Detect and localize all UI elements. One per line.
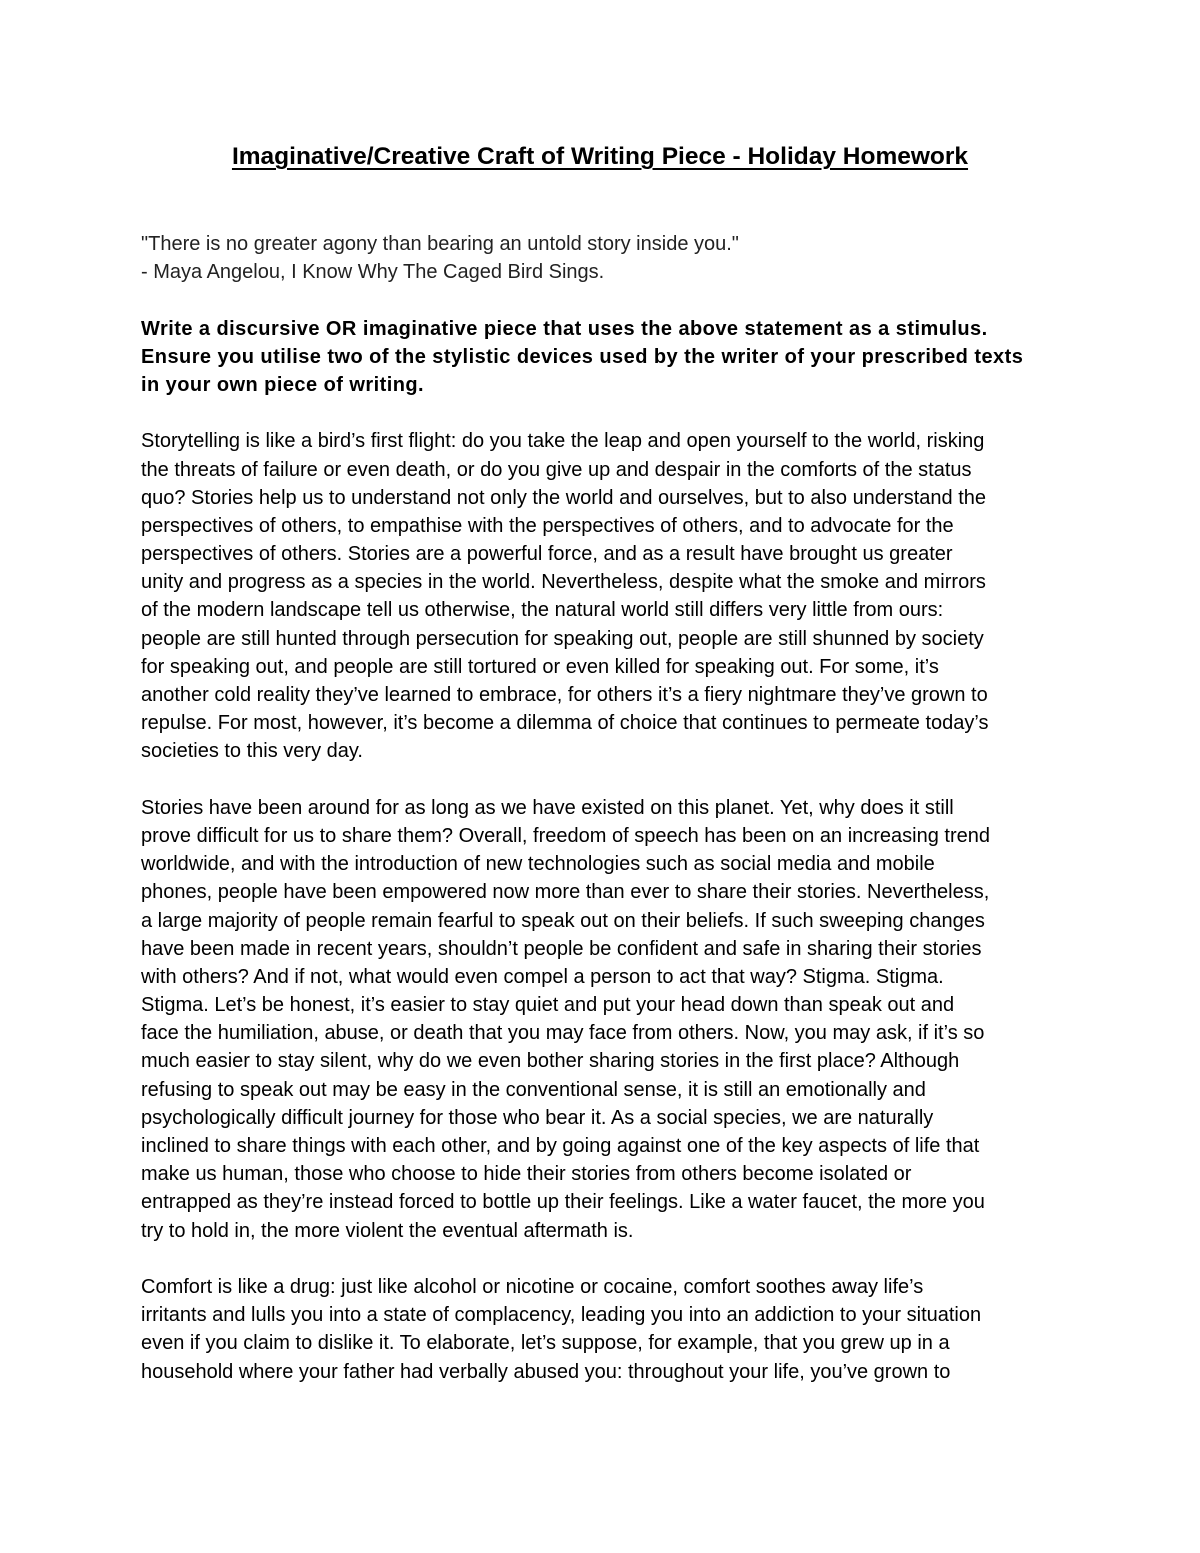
paragraph-line: try to hold in, the more violent the eventual aftermath is. bbox=[141, 1219, 634, 1242]
prompt-line: in your own piece of writing. bbox=[141, 373, 425, 396]
paragraph-line: unity and progress as a species in the world. Nevertheless, despite what the smoke and mirrors bbox=[141, 571, 986, 594]
paragraph-line: have been made in recent years, shouldn’t people be confident and safe in sharing their stories bbox=[141, 937, 982, 960]
paragraph-line: inclined to share things with each other, and by going against one of the key aspects of life that bbox=[141, 1135, 980, 1157]
quote-attribution: - Maya Angelou, I Know Why The Caged Bird Sings. bbox=[141, 261, 605, 284]
paragraph-line: repulse. For most, however, it’s become a dilemma of choice that continues to permeate today’s bbox=[141, 712, 989, 735]
prompt-line: Write a discursive OR imaginative piece that uses the above statement as a stimulus. bbox=[141, 317, 988, 340]
paragraph-line: refusing to speak out may be easy in the conventional sense, it is still an emotionally and bbox=[141, 1078, 926, 1101]
paragraph-line: Comfort is like a drug: just like alcohol or nicotine or cocaine, comfort soothes away life’s bbox=[141, 1275, 924, 1298]
paragraph-line: Stories have been around for as long as we have existed on this planet. Yet, why does it still bbox=[141, 796, 954, 819]
paragraph-line: household where your father had verbally abused you: throughout your life, you’ve grown to bbox=[141, 1360, 951, 1383]
paragraph-3 bbox=[141, 1273, 1071, 1386]
paragraph-line: with others? And if not, what would even compel a person to act that way? Stigma. Stigma. bbox=[141, 965, 944, 988]
spacer bbox=[141, 399, 1071, 427]
paragraph-1 bbox=[141, 427, 1071, 765]
paragraph-line: of the modern landscape tell us otherwise, the natural world still differs very little from ours: bbox=[141, 599, 944, 622]
spacer bbox=[141, 1245, 1071, 1273]
paragraph-line: entrapped as they’re instead forced to bottle up their feelings. Like a water faucet, the more you bbox=[141, 1191, 985, 1214]
paragraph-line: irritants and lulls you into a state of complacency, leading you into an addiction to your situation bbox=[141, 1304, 982, 1327]
paragraph-line: quo? Stories help us to understand not only the world and ourselves, but to also understand the bbox=[141, 486, 986, 509]
paragraph-line: much easier to stay silent, why do we even bother sharing stories in the first place? Although bbox=[141, 1050, 960, 1073]
paragraph-line: another cold reality they’ve learned to embrace, for others it’s a fiery nightmare they’ve grown to bbox=[141, 684, 988, 706]
paragraph-line: a large majority of people remain fearful to speak out on their beliefs. If such sweeping changes bbox=[141, 909, 985, 932]
paragraph-line: Storytelling is like a bird’s first flight: do you take the leap and open yourself to the world, risking bbox=[141, 430, 985, 453]
paragraph-line: worldwide, and with the introduction of new technologies such as social media and mobile bbox=[141, 853, 935, 876]
paragraph-line: even if you claim to dislike it. To elaborate, let’s suppose, for example, that you grew up in a bbox=[141, 1332, 950, 1355]
document-title: Imaginative/Creative Craft of Writing Piece - Holiday Homework bbox=[231, 143, 969, 170]
paragraph-line: for speaking out, and people are still tortured or even killed for speaking out. For some, it’s bbox=[141, 655, 939, 678]
quote-text: "There is no greater agony than bearing an untold story inside you." bbox=[141, 233, 739, 255]
paragraph-line: the threats of failure or even death, or do you give up and despair in the comforts of the status bbox=[141, 458, 972, 481]
paragraph-line: societies to this very day. bbox=[141, 740, 363, 763]
paragraph-line: psychologically difficult journey for those who bear it. As a social species, we are naturally bbox=[141, 1106, 934, 1129]
spacer bbox=[141, 766, 1071, 794]
paragraph-line: face the humiliation, abuse, or death that you may face from others. Now, you may ask, if it’s so bbox=[141, 1022, 985, 1045]
paragraph-2 bbox=[141, 794, 1071, 1245]
paragraph-line: perspectives of others. Stories are a powerful force, and as a result have brought us greater bbox=[141, 543, 953, 566]
paragraph-line: phones, people have been empowered now more than ever to share their stories. Nevertheless, bbox=[141, 881, 990, 904]
paragraph-line: perspectives of others, to empathise with the perspectives of others, and to advocate for the bbox=[141, 514, 954, 537]
document-body bbox=[141, 230, 1071, 1386]
assignment-prompt bbox=[141, 315, 1071, 400]
prompt-line: Ensure you utilise two of the stylistic devices used by the writer of your prescribed texts bbox=[141, 345, 1024, 368]
paragraph-line: Stigma. Let’s be honest, it’s easier to stay quiet and put your head down than speak out and bbox=[141, 994, 955, 1017]
paragraph-line: prove difficult for us to share them? Overall, freedom of speech has been on an increasing trend bbox=[141, 824, 991, 847]
paragraph-line: people are still hunted through persecution for speaking out, people are still shunned by society bbox=[141, 627, 984, 650]
paragraph-line: make us human, those who choose to hide their stories from others become isolated or bbox=[141, 1163, 912, 1186]
spacer bbox=[141, 286, 1071, 314]
